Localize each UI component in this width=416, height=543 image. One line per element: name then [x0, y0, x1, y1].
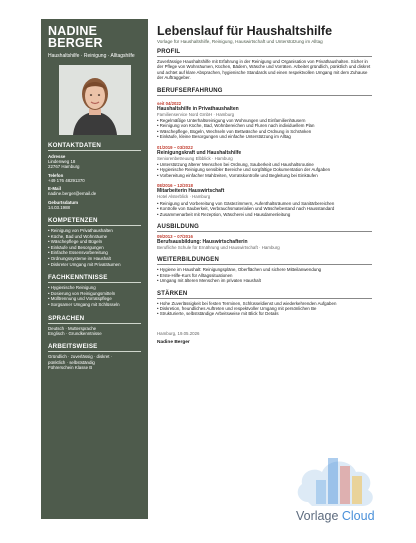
name-heading: [48, 25, 141, 49]
profile-text: Zuverlässige Haushaltshilfe mit Erfahrung in der Reinigung und Organisation von Privathaushalten. Sicher in der Pflege von Wohnräumen, Küchen, Bädern, Wäsche und Vorräten. Arbeitet gründlich, pünktlich und diskret und achtet auf klare Absprachen, hygienische Standards und einen respektvollen Umgang mit dem Zuhause der Auftraggeber.: [157, 59, 371, 81]
list-item: • Reinigung und Vorbereitung von Gästezimmern, Aufenthaltsräumen und Sanitärbereichen: [157, 200, 335, 206]
job-tasks: [157, 162, 372, 178]
competencies-list: [48, 228, 141, 267]
list-item: • Unterstützung älterer Menschen bei Ordnung, Sauberkeit und Haushaltsroutine: [157, 162, 314, 168]
competencies-heading: KOMPETENZEN: [48, 217, 141, 226]
document-subtitle: Vorlage für Haushaltshilfe, Reinigung, Hauswirtschaft und Unterstützung im Alltag: [157, 39, 323, 44]
list-item: • Kontrolle von Sauberkeit, Verbrauchsmaterialien und Wäschebestand nach Hausstandard: [157, 206, 335, 212]
list-item: • Diskreter Umgang mit Privaträumen: [48, 261, 121, 267]
list-item: • Erste-Hilfe-Kurs für Alltagssituationen: [157, 272, 233, 278]
strengths-heading: STÄRKEN: [157, 291, 372, 299]
job-entry: [157, 101, 372, 140]
job-title: Mitarbeiterin Hauswirtschaft: [157, 188, 225, 195]
education-entry: [157, 234, 372, 250]
list-item: • Hygiene im Haushalt: Reinigungspläne, Oberflächen und sichere Mitteilanwendung: [157, 267, 322, 273]
job-entry: [157, 145, 372, 179]
email-label: E-Mail: [48, 186, 61, 192]
contact-heading: KONTAKTDATEN: [48, 142, 141, 151]
list-item: • Wäschepflege und Bügeln: [48, 239, 103, 245]
signature-place-date: Hamburg, 19.05.2026: [157, 330, 200, 336]
signature-name: Nadine Berger: [157, 339, 190, 345]
experience-heading: BERUFSERFAHRUNG: [157, 88, 372, 96]
skills-list: [48, 285, 141, 307]
profile-heading: PROFIL: [157, 49, 372, 57]
list-item: • Küche, Bad und Wohnräume: [48, 233, 108, 239]
birth-label: Geburtsdatum: [48, 199, 79, 205]
document-title: Lebenslauf für Haushaltshilfe: [157, 24, 333, 38]
job-subtitle: Haushaltshilfe · Reinigung · Alltagshilfe: [48, 53, 135, 59]
list-item: • Regelmäßige Unterhaltsreinigung von Wohnungen und Einfamilienhäusern: [157, 118, 306, 124]
list-item: • Zusammenarbeit mit Rezeption, Wäscherei und Hausdamenleitung: [157, 211, 291, 217]
phone-value: +49 176 48291370: [48, 177, 85, 183]
job-title: Haushaltshilfe in Privathaushalten: [157, 105, 239, 112]
language-german: Deutsch · Muttersprache: [48, 325, 97, 331]
list-item: • Ordnungssysteme im Haushalt: [48, 256, 111, 261]
birth-value: 14.03.1988: [48, 204, 70, 210]
workstyle-line2: pünktlich · selbstständig: [48, 359, 95, 365]
strengths-list: [157, 301, 372, 317]
address-label: Adresse: [48, 154, 66, 159]
list-item: • Wäschepflege, Bügeln, Wechseln von Bettwäsche und Ordnung in Schränken: [157, 128, 312, 134]
list-item: • Strukturierte, selbstständige Arbeitsweise mit Blick für Details: [157, 311, 279, 317]
address-line1: Lindenweg 18: [48, 159, 76, 164]
education-date: 09/2013 – 07/2016: [157, 233, 193, 239]
job-entry: [157, 183, 372, 217]
watermark-text-part1: Vorlage: [296, 509, 342, 523]
list-item: • Umgang mit älteren Menschen im privaten Haushalt: [157, 278, 261, 284]
list-item: • Reinigung von Privathaushalten: [48, 228, 113, 234]
job-employer: Seniorenbetreuung Elbblick · Hamburg: [157, 155, 233, 161]
list-item: • Diskretion, freundliches Auftreten und respektvoller Umgang mit persönlichen Be: [157, 305, 317, 311]
list-item: • Sorgsamer Umgang mit Schlüsseln: [48, 301, 120, 307]
job-date: 08/2016 – 12/2018: [157, 183, 193, 189]
list-item: • Einkäufe und Besorgungen: [48, 244, 104, 250]
list-item: • Einfache Essensvorbereitung: [48, 250, 108, 256]
person-photo-icon: [59, 65, 131, 135]
job-employer: Familienservice Nord GmbH · Hamburg: [157, 111, 235, 117]
job-date: seit 04/2022: [157, 100, 182, 106]
sidebar: [41, 19, 148, 519]
workstyle-line1: Gründlich · zuverlässig · diskret ·: [48, 354, 113, 360]
training-heading: WEITERBILDUNGEN: [157, 257, 372, 265]
job-tasks: [157, 118, 372, 140]
profile-photo: [59, 65, 131, 135]
language-english: Englisch · Grundkenntnisse: [48, 330, 102, 336]
workstyle-heading: ARBEITSWEISE: [48, 343, 141, 352]
job-title: Reinigungskraft und Haushaltshilfe: [157, 149, 242, 156]
list-item: • Mülltrennung und Vorratspflege: [48, 296, 112, 302]
address-line2: 22767 Hamburg: [48, 164, 80, 170]
watermark-text-part2: Cloud: [341, 509, 375, 523]
list-item: • Vorbereitung einfacher Mahlzeiten, Vorratskontrolle und Begleitung bei Einkäufen: [157, 172, 318, 178]
list-item: • Dosierung von Reinigungsmitteln: [48, 290, 116, 296]
skills-heading: FACHKENNTNISSE: [48, 274, 141, 283]
list-item: • Reinigung von Küche, Bad, Wohnbereichen und Fluren nach individuellem Plan: [157, 123, 315, 129]
list-item: • Hygienische Reinigung: [48, 285, 96, 291]
job-date: 01/2019 – 03/2022: [157, 144, 193, 150]
list-item: • Einkäufe, kleine Besorgungen und einfache Unterstützung im Alltag: [157, 134, 291, 140]
training-list: [157, 267, 372, 283]
languages-heading: SPRACHEN: [48, 315, 141, 324]
job-employer: Hotel Alsterblick · Hamburg: [157, 194, 211, 200]
list-item: • Hohe Zuverlässigkeit bei festen Terminen, Schlüsseldienst und wiederkehrenden Aufgaben: [157, 300, 337, 306]
email-value: nadine.berger@email.de: [48, 191, 97, 197]
first-name: NADINE: [48, 24, 98, 38]
education-heading: AUSBILDUNG: [157, 224, 372, 232]
education-school: Berufliche Schule für Ernährung und Hauswirtschaft · Hamburg: [157, 244, 280, 250]
drivers-license: Führerschein Klasse B: [48, 365, 93, 371]
main-content: [157, 24, 372, 345]
job-tasks: [157, 201, 372, 217]
watermark-logo-text: [296, 509, 375, 523]
list-item: • Hygienische Reinigung sensibler Bereiche und sorgfältige Dokumentation der Aufgaben: [157, 167, 331, 173]
phone-label: Telefon: [48, 172, 64, 178]
education-title: Berufsausbildung: Hauswirtschafterin: [157, 238, 248, 245]
last-name: BERGER: [48, 36, 103, 50]
